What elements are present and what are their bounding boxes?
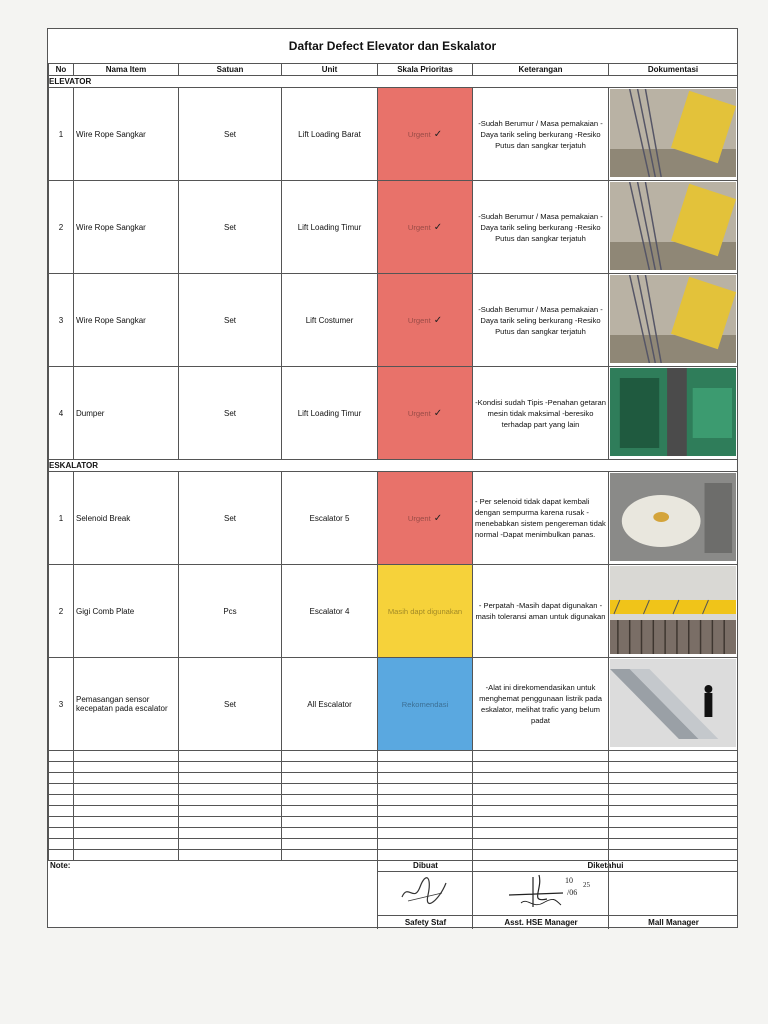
row-no: 3: [49, 274, 74, 367]
empty-cell: [179, 817, 282, 828]
empty-cell: [609, 795, 738, 806]
row-item: Gigi Comb Plate: [74, 565, 179, 658]
empty-cell: [473, 751, 609, 762]
empty-cell: [74, 806, 179, 817]
empty-cell: [49, 795, 74, 806]
row-satuan: Set: [179, 88, 282, 181]
empty-cell: [74, 784, 179, 795]
empty-cell: [179, 806, 282, 817]
row-satuan: Set: [179, 181, 282, 274]
row-satuan: Set: [179, 658, 282, 751]
table-row: [49, 181, 738, 274]
header-keterangan: Keterangan: [473, 64, 609, 76]
empty-cell: [49, 762, 74, 773]
empty-cell: [282, 784, 378, 795]
empty-cell: [74, 751, 179, 762]
header-skala-prioritas: Skala Prioritas: [378, 64, 473, 76]
safety-staf-signature: [398, 873, 450, 907]
priority-label: Rekomendasi: [401, 699, 449, 709]
empty-cell: [49, 817, 74, 828]
row-unit: Lift Loading Timur: [282, 181, 378, 274]
dokumentasi-photo: [609, 274, 738, 367]
empty-cell: [282, 828, 378, 839]
empty-cell: [179, 795, 282, 806]
empty-cell: [609, 784, 738, 795]
row-unit: Lift Loading Timur: [282, 367, 378, 460]
priority-label: Urgent: [407, 129, 431, 139]
row-no: 1: [49, 88, 74, 181]
row-no: 2: [49, 181, 74, 274]
row-no: 4: [49, 367, 74, 460]
empty-cell: [473, 828, 609, 839]
row-item: Selenoid Break: [74, 472, 179, 565]
empty-cell: [378, 839, 473, 850]
priority-cell: [378, 367, 473, 460]
priority-label: Masih dapt digunakan: [387, 606, 463, 616]
dokumentasi-photo: [609, 367, 738, 460]
check-icon: ✓: [433, 128, 443, 140]
row-keterangan: -Sudah Berumur / Masa pemakaian -Daya tarik seling berkurang -Resiko Putus dan sangkar terjatuh: [473, 181, 609, 274]
empty-row: [49, 795, 738, 806]
empty-row: [49, 762, 738, 773]
signature-divider: [377, 871, 737, 872]
hse-manager-label: Asst. HSE Manager: [473, 915, 609, 927]
empty-cell: [609, 751, 738, 762]
empty-cell: [74, 828, 179, 839]
header-nama-item: Nama Item: [74, 64, 179, 76]
mall-manager-box: [608, 859, 738, 929]
row-keterangan: -Sudah Berumur / Masa pemakaian -Daya tarik seling berkurang -Resiko Putus dan sangkar terjatuh: [473, 88, 609, 181]
empty-cell: [473, 762, 609, 773]
empty-cell: [378, 817, 473, 828]
svg-text:25: 25: [583, 881, 590, 889]
empty-row: [49, 806, 738, 817]
dokumentasi-photo: [609, 88, 738, 181]
empty-cell: [179, 784, 282, 795]
section-title: ELEVATOR: [49, 76, 738, 88]
priority-cell: [378, 658, 473, 751]
row-no: 3: [49, 658, 74, 751]
dokumentasi-photo: [609, 181, 738, 274]
empty-cell: [282, 806, 378, 817]
defect-sheet: [47, 28, 738, 928]
empty-cell: [609, 817, 738, 828]
empty-cell: [473, 784, 609, 795]
empty-cell: [179, 839, 282, 850]
hse-manager-signature: [503, 869, 593, 913]
empty-cell: [378, 806, 473, 817]
empty-cell: [378, 784, 473, 795]
empty-cell: [179, 751, 282, 762]
dibuat-label: Dibuat: [413, 861, 438, 870]
row-satuan: Pcs: [179, 565, 282, 658]
priority-label: Urgent: [407, 513, 431, 523]
priority-cell: [378, 472, 473, 565]
empty-cell: [378, 795, 473, 806]
row-item: Dumper: [74, 367, 179, 460]
table-row: [49, 274, 738, 367]
row-keterangan: - Perpatah -Masih dapat digunakan -masih toleransi aman untuk digunakan: [473, 565, 609, 658]
table-row: [49, 367, 738, 460]
row-keterangan: -Kondisi sudah Tipis -Penahan getaran mesin tidak maksimal -beresiko terhadap part yang lain: [473, 367, 609, 460]
signature-area: [48, 859, 737, 929]
empty-cell: [609, 839, 738, 850]
dokumentasi-photo: [609, 565, 738, 658]
check-icon: ✓: [433, 314, 443, 326]
empty-cell: [74, 817, 179, 828]
table-row: [49, 658, 738, 751]
empty-cell: [74, 795, 179, 806]
dokumentasi-photo: [609, 472, 738, 565]
check-icon: ✓: [433, 512, 443, 524]
empty-cell: [74, 773, 179, 784]
empty-cell: [473, 806, 609, 817]
empty-cell: [179, 828, 282, 839]
table-row: [49, 565, 738, 658]
priority-label: Urgent: [407, 222, 431, 232]
header-no: No: [49, 64, 74, 76]
empty-cell: [282, 751, 378, 762]
hse-manager-box: [472, 859, 624, 929]
empty-cell: [473, 773, 609, 784]
diketahui-label: Diketahui: [587, 861, 624, 870]
header-row: [49, 64, 738, 76]
row-item: Wire Rope Sangkar: [74, 88, 179, 181]
empty-cell: [49, 784, 74, 795]
empty-cell: [378, 773, 473, 784]
empty-cell: [282, 762, 378, 773]
row-item: Wire Rope Sangkar: [74, 274, 179, 367]
section-row: [49, 460, 738, 472]
row-satuan: Set: [179, 274, 282, 367]
empty-cell: [609, 828, 738, 839]
priority-cell: [378, 565, 473, 658]
empty-cell: [282, 839, 378, 850]
empty-row: [49, 751, 738, 762]
empty-cell: [473, 795, 609, 806]
empty-cell: [378, 762, 473, 773]
empty-cell: [74, 762, 179, 773]
empty-cell: [49, 773, 74, 784]
section-title: ESKALATOR: [49, 460, 738, 472]
empty-cell: [609, 806, 738, 817]
svg-text:10: 10: [565, 876, 573, 885]
priority-cell: [378, 88, 473, 181]
check-icon: ✓: [433, 221, 443, 233]
section-row: [49, 76, 738, 88]
empty-cell: [49, 839, 74, 850]
empty-row: [49, 828, 738, 839]
empty-row: [49, 784, 738, 795]
header-unit: Unit: [282, 64, 378, 76]
header-satuan: Satuan: [179, 64, 282, 76]
empty-cell: [473, 817, 609, 828]
empty-cell: [378, 751, 473, 762]
priority-label: Urgent: [407, 408, 431, 418]
row-keterangan: - Per selenoid tidak dapat kembali dengan sempurma karena rusak -menebabkan sistem pengereman tidak normal -Dapat menimbulkan panas.: [473, 472, 609, 565]
table-row: [49, 88, 738, 181]
defect-table: [48, 63, 738, 861]
empty-cell: [49, 828, 74, 839]
safety-staf-box: [377, 859, 473, 929]
priority-cell: [378, 274, 473, 367]
empty-cell: [282, 773, 378, 784]
header-dokumentasi: Dokumentasi: [609, 64, 738, 76]
mall-manager-label: Mall Manager: [609, 915, 738, 927]
empty-row: [49, 839, 738, 850]
row-satuan: Set: [179, 367, 282, 460]
empty-cell: [49, 751, 74, 762]
note-label: Note:: [50, 861, 71, 870]
empty-cell: [179, 773, 282, 784]
row-item: Pemasangan sensor kecepatan pada escalator: [74, 658, 179, 751]
row-item: Wire Rope Sangkar: [74, 181, 179, 274]
row-unit: Escalator 5: [282, 472, 378, 565]
row-keterangan: -Sudah Berumur / Masa pemakaian -Daya tarik seling berkurang -Resiko Putus dan sangkar terjatuh: [473, 274, 609, 367]
empty-cell: [282, 817, 378, 828]
row-unit: Escalator 4: [282, 565, 378, 658]
row-unit: All Escalator: [282, 658, 378, 751]
priority-cell: [378, 181, 473, 274]
empty-cell: [179, 762, 282, 773]
empty-row: [49, 817, 738, 828]
empty-cell: [378, 828, 473, 839]
table-row: [49, 472, 738, 565]
row-no: 1: [49, 472, 74, 565]
row-keterangan: -Alat ini direkomendasikan untuk menghemat penggunaan listrik pada eskalator, melihat trafic yang belum padat: [473, 658, 609, 751]
empty-cell: [74, 839, 179, 850]
empty-cell: [49, 806, 74, 817]
row-satuan: Set: [179, 472, 282, 565]
check-icon: ✓: [433, 407, 443, 419]
row-no: 2: [49, 565, 74, 658]
priority-label: Urgent: [407, 315, 431, 325]
row-unit: Lift Costumer: [282, 274, 378, 367]
empty-cell: [473, 839, 609, 850]
svg-text:/06: /06: [567, 888, 578, 897]
empty-cell: [609, 762, 738, 773]
dokumentasi-photo: [609, 658, 738, 751]
document-title: Daftar Defect Elevator dan Eskalator: [48, 29, 737, 64]
row-unit: Lift Loading Barat: [282, 88, 378, 181]
safety-staf-label: Safety Staf: [378, 915, 473, 927]
empty-cell: [609, 773, 738, 784]
empty-cell: [282, 795, 378, 806]
empty-row: [49, 773, 738, 784]
